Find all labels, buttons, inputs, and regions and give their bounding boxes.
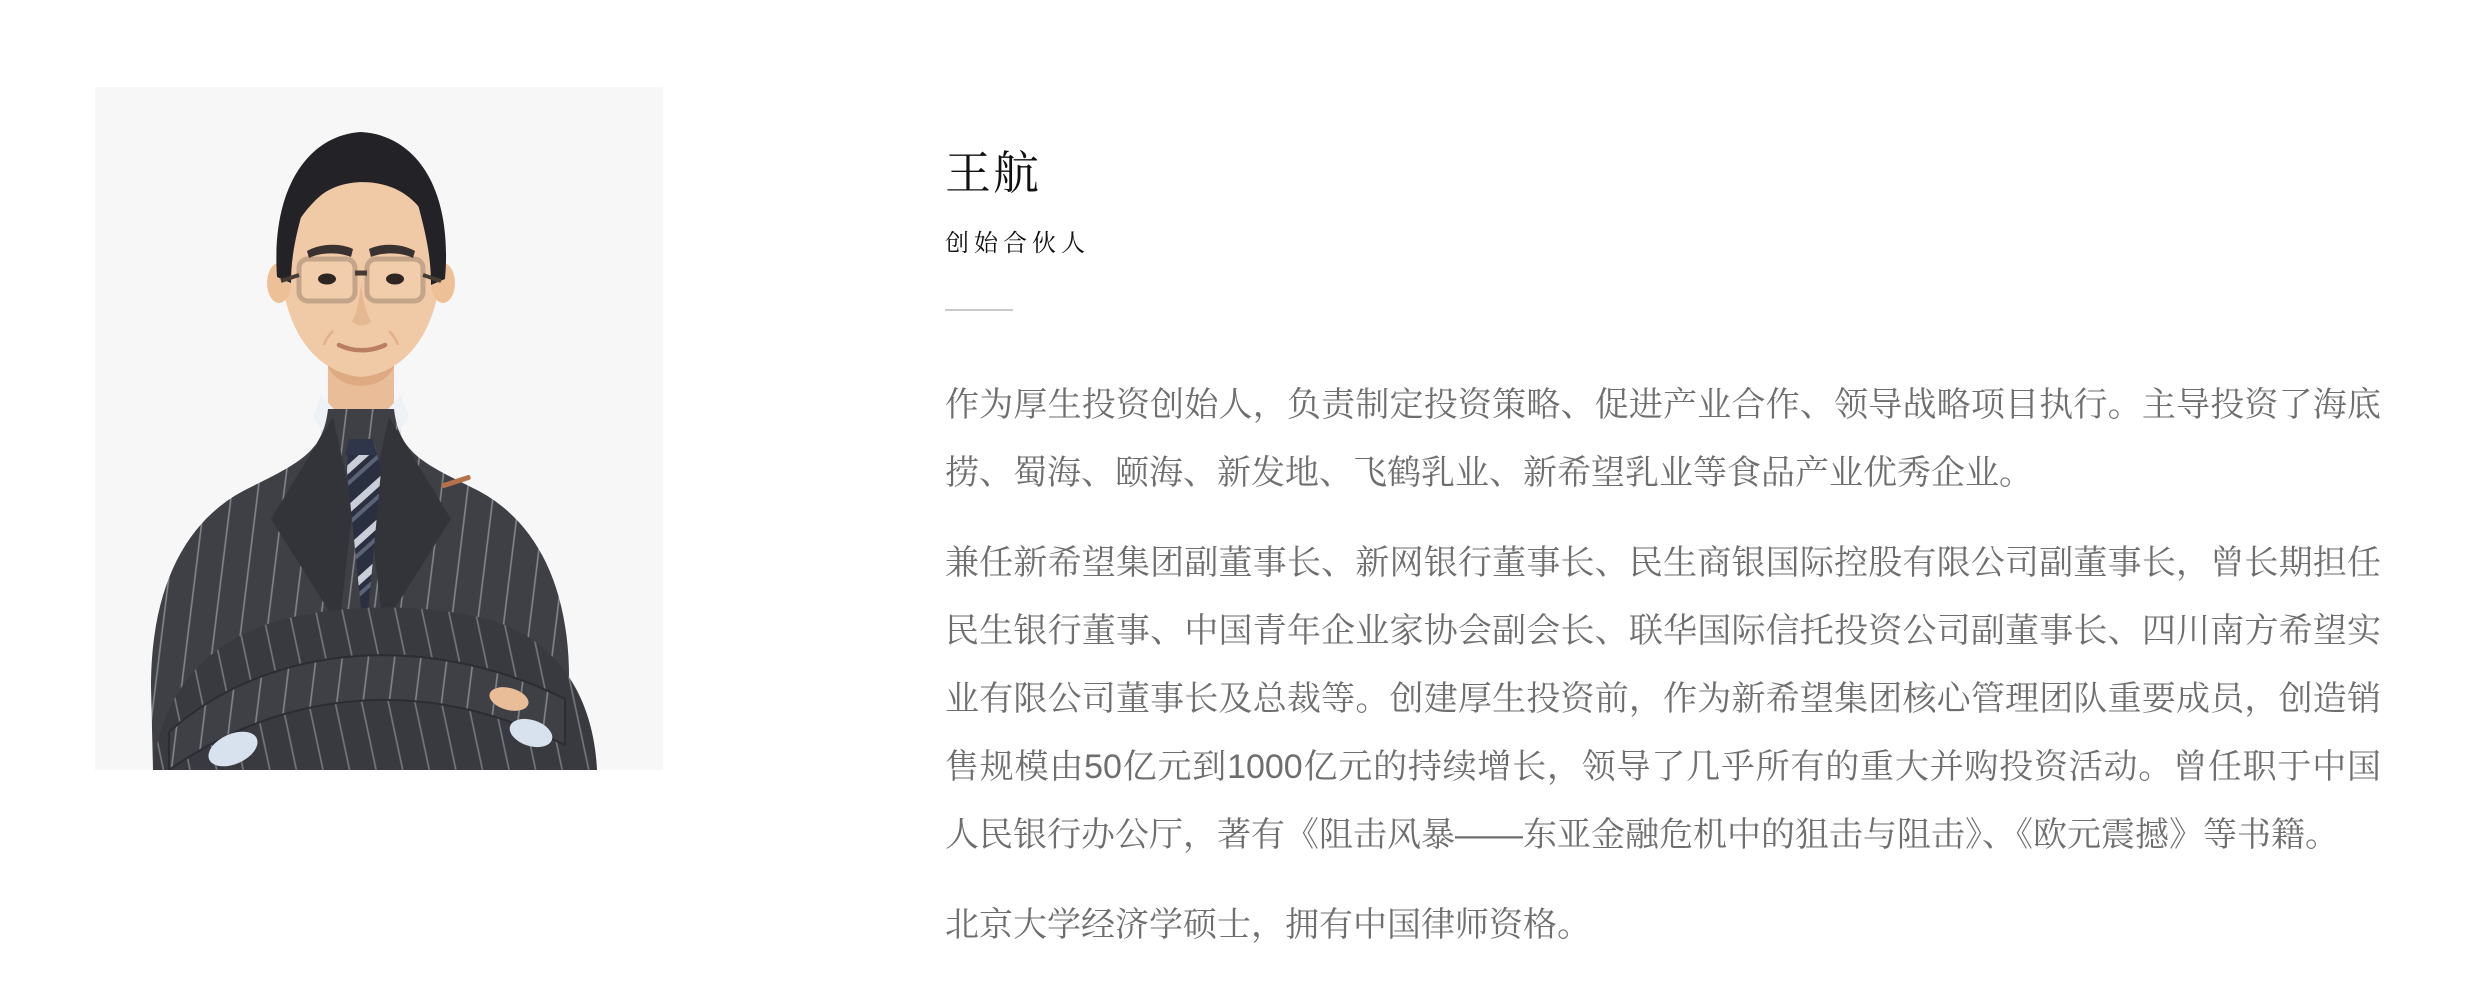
bio-paragraph-1: 作为厚生投资创始人，负责制定投资策略、促进产业合作、领导战略项目执行。主导投资了海底捞、蜀海、颐海、新发地、飞鹤乳业、新希望乳业等食品产业优秀企业。 — [945, 386, 2381, 492]
member-name: 王航 — [945, 147, 1041, 199]
member-role: 创始合伙人 — [945, 230, 1090, 257]
portrait-illustration — [95, 87, 663, 770]
member-photo — [95, 87, 663, 770]
member-bio-content — [945, 147, 2381, 959]
divider — [945, 309, 1013, 311]
bio-paragraphs — [945, 371, 2381, 959]
bio-paragraph-3: 北京大学经济学硕士，拥有中国律师资格。 — [945, 906, 1591, 944]
bio-paragraph-2: 兼任新希望集团副董事长、新网银行董事长、民生商银国际控股有限公司副董事长，曾长期担任民生银行董事、中国青年企业家协会副会长、联华国际信托投资公司副董事长、四川南方希望实业有限公司董事长及总裁等。创建厚生投资前，作为新希望集团核心管理团队重要成员，创造销售规模由50亿元到1000亿元的持续增长，领导了几乎所有的重大并购投资活动。曾任职于中国人民银行办公厅，著有《阻击风暴——东亚金融危机中的狙击与阻击》、《欧元震撼》等书籍。 — [945, 544, 2381, 854]
